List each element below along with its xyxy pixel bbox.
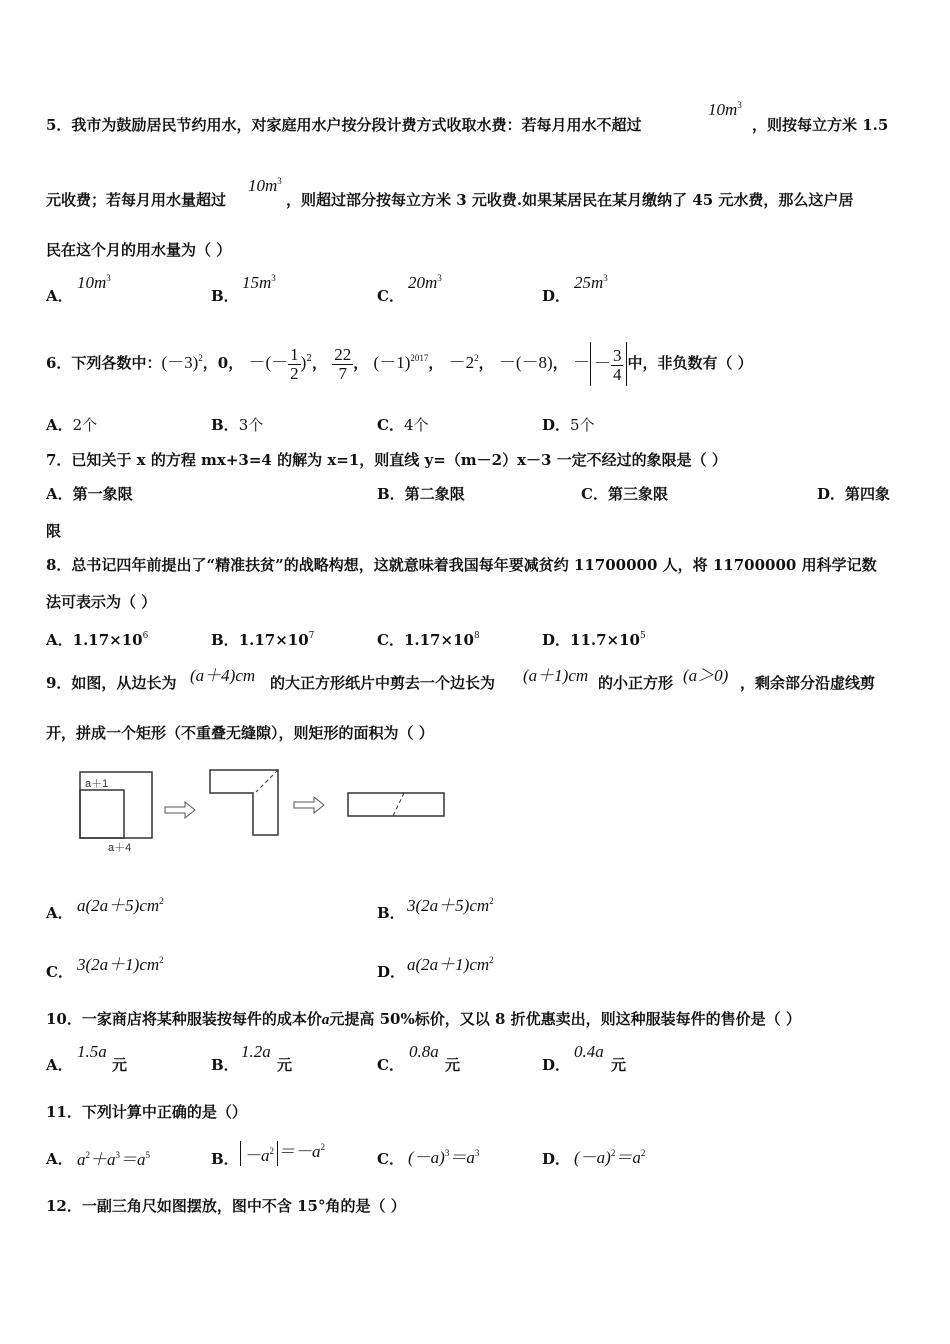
q8-option-d[interactable]: D．$11.7\times 10^5$ — [542, 631, 646, 649]
q10-option-c-value: 0.8a — [409, 1042, 439, 1061]
q10-option-a-value: 1.5a — [77, 1042, 107, 1061]
q9-figure-label-big: a＋4 — [108, 842, 132, 854]
q7-option-b[interactable]: B．第二象限 — [377, 485, 465, 503]
q11-option-b-value: $-a^2 =-a^2$ — [240, 1137, 325, 1166]
arrow-right-icon — [294, 797, 324, 813]
q10-option-d-value: 0.4a — [574, 1042, 604, 1061]
q10-option-b-unit: 元 — [277, 1056, 293, 1074]
q9-line1-b: 的大正方形纸片中剪去一个边长为 — [270, 674, 496, 692]
q9-option-d[interactable]: D． — [377, 963, 406, 981]
q9-option-d-value: $a(2a+1)cm^2$ — [407, 955, 494, 974]
q5-math1: $10m^3$ — [708, 100, 742, 119]
q9-figure-rect-cut — [393, 793, 404, 816]
q5-option-c[interactable]: C． — [377, 287, 404, 305]
q7-option-a[interactable]: A．第一象限 — [46, 485, 133, 503]
q12-line: 12．一副三角尺如图摆放，图中不含 15°角的是（ ） — [46, 1197, 406, 1215]
q9-line2: 开，拼成一个矩形（不重叠无缝隙），则矩形的面积为（ ） — [46, 724, 434, 742]
q5-option-d[interactable]: D． — [542, 287, 571, 305]
q5-option-c-value: $20m^3$ — [408, 273, 442, 292]
q5-line1: 5．我市为鼓励居民节约用水，对家庭用水户按分段计费方式收取水费：若每月用水不超过 — [46, 116, 642, 134]
q9-math1: (a＋4)cm — [190, 666, 256, 685]
q8-option-b[interactable]: B．$1.17\times 10^7$ — [211, 631, 315, 649]
q6-option-c[interactable]: C．4个 — [377, 416, 429, 434]
q6-option-a[interactable]: A．2个 — [46, 416, 98, 434]
q9-figure-label-small: a＋1 — [85, 778, 109, 790]
q10-option-c[interactable]: C． — [377, 1056, 404, 1074]
q9-option-c[interactable]: C． — [46, 963, 73, 981]
q10-option-c-unit: 元 — [445, 1056, 461, 1074]
q9-line1-c: 的小正方形 — [598, 674, 674, 692]
q9-option-c-value: $3(2a+1)cm^2$ — [77, 955, 164, 974]
q9-option-a-value: $a(2a+5)cm^2$ — [77, 896, 164, 915]
q8-option-a[interactable]: A．$1.17\times 10^6$ — [46, 631, 149, 649]
q9-math3: (a＞0) — [683, 666, 729, 685]
q8-line1: 8．总书记四年前提出了“精准扶贫”的战略构想，这就意味着我国每年要减贫约 11700000 人，将 11700000 用科学记数 — [46, 556, 877, 574]
q5-line3: 民在这个月的用水量为（ ） — [46, 241, 232, 259]
q9-figure-rectangle — [348, 793, 444, 816]
q9-option-b[interactable]: B． — [377, 904, 405, 922]
q11-option-c[interactable]: C． — [377, 1150, 404, 1168]
q5-option-b-value: $15m^3$ — [242, 273, 276, 292]
q11-option-d[interactable]: D． — [542, 1150, 571, 1168]
q5-line2: 元收费；若每月用水量超过 — [46, 191, 227, 209]
q10-line: 10．一家商店将某种服装按每件的成本价a元提高 50%标价，又以 8 折优惠卖出，则这种服装每件的售价是（ ） — [46, 1010, 801, 1028]
q10-option-b[interactable]: B． — [211, 1056, 239, 1074]
q7-option-c[interactable]: C．第三象限 — [581, 485, 668, 503]
q5-option-a-value: $10m^3$ — [77, 273, 111, 292]
q9-figure-cut-line — [256, 770, 278, 792]
q9-figure — [70, 765, 460, 860]
q11-option-d-value: $(-a)^2=a^2$ — [574, 1148, 646, 1167]
q6-line: 6．下列各数中：$(-3)^2$，0， －(－ $\frac{1}{2}$ )$^2$， $\frac{22}{7}$ ， $(-1)^{2017}$， $-2^2$， －(－8)， － － $\frac{3}{4}$ 中，非负数有（ ） — [46, 336, 753, 380]
q10-option-b-value: 1.2a — [241, 1042, 271, 1061]
arrow-right-icon — [165, 802, 195, 818]
q5-line1b: ，则按每立方米 1.5 — [752, 116, 889, 134]
q10-option-d-unit: 元 — [611, 1056, 627, 1074]
q9-line1-d: ，剩余部分沿虚线剪 — [740, 674, 876, 692]
q5-option-b[interactable]: B． — [211, 287, 239, 305]
q9-figure-small-square — [80, 790, 124, 838]
q9-option-a[interactable]: A． — [46, 904, 73, 922]
q7-wrap: 限 — [46, 522, 62, 540]
q11-option-a-value: $a^2+a^3=a^5$ — [77, 1150, 150, 1169]
q5-option-d-value: $25m^3$ — [574, 273, 608, 292]
q11-line: 11．下列计算中正确的是（） — [46, 1103, 247, 1121]
q6-option-b[interactable]: B．3个 — [211, 416, 264, 434]
q11-option-c-value: $(-a)^3=a^3$ — [408, 1148, 480, 1167]
q10-option-a-unit: 元 — [112, 1056, 128, 1074]
q7-line: 7．已知关于 x 的方程 mx+3=4 的解为 x=1，则直线 y=（m－2）x－3 一定不经过的象限是（ ） — [46, 451, 727, 469]
q5-line2b: ，则超过部分按每立方米 3 元收费.如果某居民在某月缴纳了 45 元水费，那么这户居 — [286, 191, 854, 209]
q10-option-a[interactable]: A． — [46, 1056, 73, 1074]
q10-option-d[interactable]: D． — [542, 1056, 571, 1074]
q7-option-d[interactable]: D．第四象 — [817, 485, 891, 503]
q9-option-b-value: $3(2a+5)cm^2$ — [407, 896, 494, 915]
q6-option-d[interactable]: D．5个 — [542, 416, 595, 434]
q9-math2: (a＋1)cm — [523, 666, 589, 685]
q8-line2: 法可表示为（ ） — [46, 593, 157, 611]
q5-option-a[interactable]: A． — [46, 287, 73, 305]
q9-line1-a: 9．如图，从边长为 — [46, 674, 177, 692]
q8-option-c[interactable]: C．$1.17\times 10^8$ — [377, 631, 480, 649]
q11-option-a[interactable]: A． — [46, 1150, 73, 1168]
q11-option-b[interactable]: B． — [211, 1150, 239, 1168]
q5-math2: $10m^3$ — [248, 176, 282, 195]
